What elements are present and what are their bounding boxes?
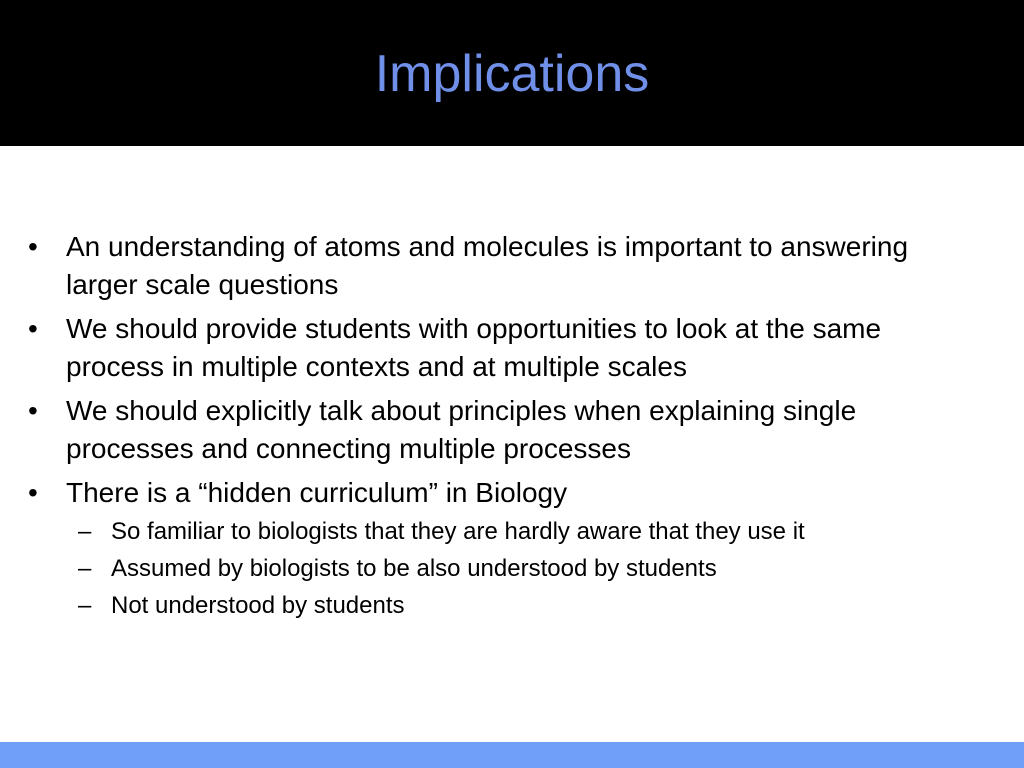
sub-bullet-text: Assumed by biologists to be also understood by students	[111, 555, 717, 582]
footer-band	[0, 742, 1024, 768]
sub-bullet-text: Not understood by students	[111, 592, 405, 619]
sub-bullet-marker: –	[78, 555, 92, 582]
bullet-text: There is a “hidden curriculum” in Biology	[66, 477, 568, 508]
bullet-text: We should provide students with opportunities to look at the same process in multiple contexts and at multiple scales	[66, 313, 882, 382]
bullet-marker: •	[28, 313, 38, 344]
bullet-item	[0, 228, 1024, 304]
sub-bullet-list	[0, 516, 1024, 622]
bullet-marker: •	[28, 231, 38, 262]
bullet-text: An understanding of atoms and molecules is important to answering larger scale questions	[66, 231, 909, 300]
bullet-item	[0, 310, 1024, 386]
bullet-marker: •	[28, 395, 38, 426]
sub-bullet-item	[0, 553, 1024, 585]
sub-bullet-item	[0, 516, 1024, 548]
sub-bullet-marker: –	[78, 592, 92, 619]
bullet-item	[0, 474, 1024, 512]
bullet-text: We should explicitly talk about principles when explaining single processes and connecting multiple processes	[66, 395, 857, 464]
sub-bullet-text: So familiar to biologists that they are hardly aware that they use it	[111, 518, 805, 545]
bullet-item	[0, 392, 1024, 468]
slide-content	[0, 228, 1024, 627]
sub-bullet-marker: –	[78, 518, 92, 545]
slide-title: Implications	[374, 45, 650, 103]
bullet-marker: •	[28, 477, 38, 508]
sub-bullet-item	[0, 590, 1024, 622]
